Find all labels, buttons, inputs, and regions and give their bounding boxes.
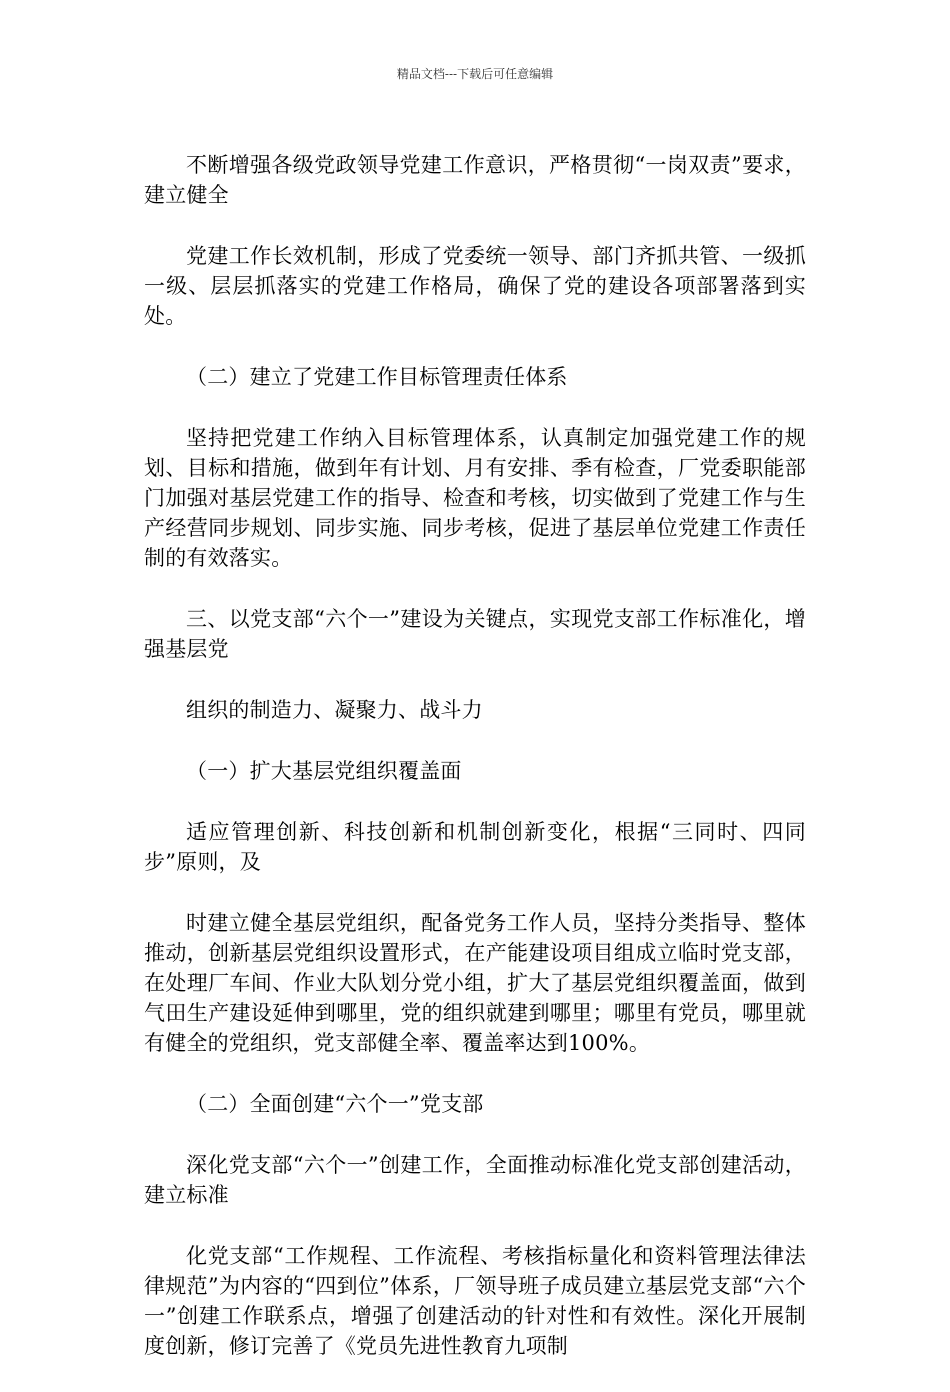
paragraph: 不断增强各级党政领导党建工作意识，严格贯彻“一岗双责”要求，建立健全	[144, 153, 806, 207]
section-heading: 三、以党支部“六个一”建设为关键点，实现党支部工作标准化，增强基层党	[144, 607, 806, 661]
paragraph: 适应管理创新、科技创新和机制创新变化，根据“三同时、四同步”原则，及	[144, 820, 806, 874]
section-heading: （二）全面创建“六个一”党支部	[186, 1092, 484, 1116]
document-body	[144, 150, 806, 1392]
paragraph: 化党支部“工作规程、工作流程、考核指标量化和资料管理法律法律规范”为内容的“四到位”体系，厂领导班子成员建立基层党支部“六个一”创建工作联系点，增强了创建活动的针对性和有效性。深化开展制度创新，修订完善了《党员先进性教育九项制	[144, 1244, 806, 1358]
section-heading: （二）建立了党建工作目标管理责任体系	[186, 365, 568, 389]
paragraph: 组织的制造力、凝聚力、战斗力	[186, 698, 483, 722]
paragraph: 时建立健全基层党组织，配备党务工作人员，坚持分类指导、整体推动，创新基层党组织设置形式，在产能建设项目组成立临时党支部，在处理厂车间、作业大队划分党小组，扩大了基层党组织覆盖面，做到气田生产建设延伸到哪里，党的组织就建到哪里；哪里有党员，哪里就有健全的党组织，党支部健全率、覆盖率达到100%。	[144, 911, 806, 1055]
paragraph: 坚持把党建工作纳入目标管理体系，认真制定加强党建工作的规划、目标和措施，做到年有计划、月有安排、季有检查，厂党委职能部门加强对基层党建工作的指导、检查和考核，切实做到了党建工作与生产经营同步规划、同步实施、同步考核，促进了基层单位党建工作责任制的有效落实。	[144, 426, 806, 570]
paragraph: 深化党支部“六个一”创建工作，全面推动标准化党支部创建活动，建立标准	[144, 1153, 806, 1207]
section-heading: （一）扩大基层党组织覆盖面	[186, 759, 462, 783]
page-header: 精品文档---下载后可任意编辑	[396, 67, 554, 81]
paragraph: 党建工作长效机制，形成了党委统一领导、部门齐抓共管、一级抓一级、层层抓落实的党建工作格局，确保了党的建设各项部署落到实处。	[144, 244, 806, 328]
